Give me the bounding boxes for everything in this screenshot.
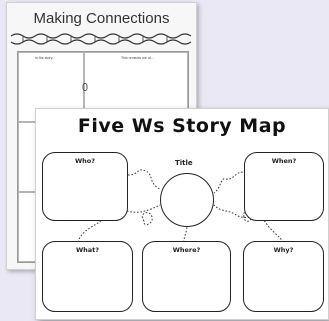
title-circle: [160, 173, 214, 227]
who-box: [42, 152, 128, 221]
link-icon: [82, 83, 88, 91]
column-label: This reminds me of...: [121, 56, 154, 60]
where-label: Where?: [172, 246, 201, 254]
what-label: What?: [75, 246, 100, 254]
who-label: Who?: [74, 157, 96, 165]
five-ws-story-map-worksheet: [35, 108, 329, 320]
when-label: When?: [271, 157, 297, 165]
decorative-border: [7, 32, 196, 46]
column-label: In the story...: [35, 56, 55, 60]
what-box: [42, 241, 133, 312]
when-box: [244, 152, 324, 221]
story-map-title: Five Ws Story Map: [77, 115, 287, 137]
why-label: Why?: [273, 246, 294, 254]
why-box: [243, 241, 324, 312]
center-title-label: Title: [175, 159, 193, 167]
making-connections-title: Making Connections: [33, 10, 170, 27]
where-box: [142, 241, 231, 312]
